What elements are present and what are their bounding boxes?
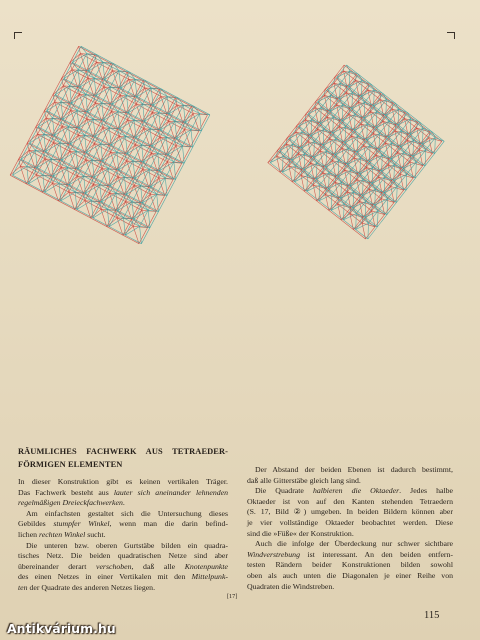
strut [403, 168, 406, 174]
italic-text: ten [18, 582, 28, 592]
strut [368, 223, 369, 239]
strut [406, 174, 407, 190]
text: tisches Netz. Die beiden quadratischen Netze sind aber [18, 551, 228, 561]
strut [329, 189, 332, 195]
strut [387, 199, 388, 215]
text: sucht. [85, 529, 106, 539]
watermark: Antikvárium.hu [7, 621, 116, 636]
strut [321, 123, 324, 129]
strut [347, 65, 350, 71]
strut [280, 151, 283, 157]
crop-mark-top-right [447, 32, 455, 39]
italic-text: lauter sich aneinander lehnenden [113, 487, 228, 497]
strut [365, 217, 368, 223]
text: , wenn man die darin befind- [109, 519, 228, 529]
strut [308, 114, 311, 120]
strut [338, 176, 341, 182]
text: (S. 17, Bild ②) umgeben. In beiden Bildern können aber [247, 507, 453, 517]
text: lichen [18, 529, 39, 539]
text: Gebildes [18, 519, 54, 529]
text: testen Rändern beider Konstruktionen bilden sowohl [247, 560, 453, 570]
strut [289, 138, 292, 144]
text-column-right [247, 465, 453, 592]
space-frame-left-drawing [10, 46, 210, 243]
crop-mark-top-left [14, 32, 22, 39]
text: Der Abstand der beiden Ebenen ist dadurch bestimmt, [255, 465, 453, 474]
text-line [247, 550, 453, 561]
text-line [247, 582, 453, 593]
strut [19, 150, 29, 159]
strut [435, 138, 436, 154]
strut [398, 125, 401, 131]
italic-text: regelmäßigen Dreieckfachwerken [18, 498, 123, 508]
strut [377, 211, 378, 227]
strut [70, 54, 80, 63]
text: sind die »Füße« der Konstruktion. [247, 528, 354, 538]
section-heading [18, 445, 228, 471]
strut [357, 152, 360, 158]
strut [372, 183, 375, 189]
strut [10, 166, 20, 175]
strut [364, 118, 367, 124]
text-line [247, 476, 453, 487]
text-line [18, 498, 228, 509]
text: übereinander derart [18, 561, 97, 571]
text: Die Quadrate [255, 486, 313, 496]
paragraph [247, 539, 453, 592]
anaglyph-layer [13, 46, 210, 243]
space-frame-figures [0, 0, 480, 260]
text: oben als auch unten die Diagonalen je einer Reihe von [247, 570, 453, 580]
strut [304, 170, 307, 176]
strut [302, 148, 305, 154]
strut [376, 128, 379, 134]
strut [367, 140, 370, 146]
strut [311, 136, 314, 142]
text-line [247, 497, 453, 508]
italic-text: verschoben [96, 561, 132, 571]
space-frame-right-drawing [268, 65, 444, 239]
text: , daß alle [131, 561, 185, 571]
text: je vier vollständige Oktaeder beobachtet werden. Diese [247, 517, 453, 527]
strut [320, 100, 387, 186]
text-line [247, 518, 453, 529]
text: . Jedes halbe [399, 486, 453, 496]
strut [374, 106, 377, 112]
text: der Quadrate des anderen Netzes liegen. [27, 582, 156, 592]
strut [316, 179, 319, 185]
text-line [18, 477, 228, 488]
italic-text: rechten Winkel [39, 529, 86, 539]
text-line [18, 488, 228, 499]
strut [53, 86, 63, 95]
italic-text: halbieren die Oktaeder [312, 486, 400, 496]
text-line [18, 572, 228, 583]
strut [345, 143, 348, 149]
italic-text: stumpfer Winkel [53, 519, 110, 529]
text-line [18, 519, 228, 530]
italic-text: Windverstrebung [247, 549, 300, 559]
strut [375, 205, 378, 211]
heading-line: RÄUMLICHES FACHWERK AUS TETRAEDER- [18, 447, 228, 456]
strut [384, 193, 387, 199]
text-line [18, 562, 228, 573]
paragraph [18, 477, 228, 509]
text: In dieser Konstruktion gibt es keinen vertikalen Träger. [18, 477, 228, 486]
strut [352, 109, 355, 115]
text: Oktaeder ist von auf den Kanten stehenden Tetraedern [247, 496, 453, 506]
strut [425, 150, 426, 166]
strut [318, 102, 321, 108]
text-line [18, 583, 228, 594]
page-marker: [17] [227, 593, 238, 600]
page-number: 115 [424, 610, 440, 621]
strut [27, 134, 37, 143]
strut [348, 164, 351, 170]
text-line [247, 560, 453, 571]
paragraph [18, 541, 228, 594]
strut [295, 80, 362, 165]
text-column-left [18, 477, 228, 594]
strut [342, 121, 345, 127]
strut [314, 157, 317, 163]
italic-text: Knotenpunkte [184, 561, 228, 571]
italic-text: Mittelpunk- [191, 572, 228, 582]
text-line [18, 541, 228, 552]
strut [353, 208, 356, 214]
text: Auch die infolge der Überdeckung nur schwer sichtbare [255, 539, 453, 549]
text-line [18, 530, 228, 541]
strut [369, 162, 372, 168]
strut [382, 171, 385, 177]
strut [333, 133, 336, 139]
text-line [247, 529, 453, 540]
text-line [247, 539, 453, 550]
strut [416, 162, 417, 178]
strut [360, 174, 363, 180]
text: Quadraten die Windstreben. [247, 581, 335, 591]
text: Die unteren bzw. oberen Gurtstäbe bilden ein quadra- [26, 540, 228, 550]
strut [363, 196, 366, 202]
paragraph [247, 465, 453, 486]
strut [340, 99, 343, 105]
text: Am einfachsten gestaltet sich die Untersuchung dieses [26, 508, 228, 518]
text-line [247, 465, 453, 476]
strut [323, 145, 326, 151]
heading-line: FÖRMIGEN ELEMENTEN [18, 460, 123, 469]
text: daß alle Gitterstäbe gleich lang sind. [247, 475, 361, 485]
strut [341, 198, 344, 204]
strut [337, 77, 340, 83]
strut [327, 89, 330, 95]
paragraph [247, 486, 453, 539]
strut [292, 160, 295, 166]
text-line [247, 571, 453, 582]
paragraph [18, 509, 228, 541]
strut [359, 75, 362, 81]
text: Das Fachwerk besteht aus [18, 487, 114, 497]
text: ist interessant. An den beiden entfern- [299, 549, 453, 559]
strut [394, 181, 397, 187]
strut [397, 187, 398, 203]
text: des einen Netzes in einer Vertikalen mit den [18, 572, 192, 582]
strut [299, 126, 302, 132]
strut [413, 156, 416, 162]
text-line [18, 509, 228, 520]
text-line [247, 507, 453, 518]
text-line [18, 551, 228, 562]
strut [326, 167, 329, 173]
strut [44, 102, 54, 111]
text: . [122, 498, 125, 508]
strut [36, 118, 46, 127]
strut [350, 186, 353, 192]
strut [62, 70, 72, 79]
strut [408, 113, 411, 119]
text-line [247, 486, 453, 497]
strut [389, 137, 392, 143]
